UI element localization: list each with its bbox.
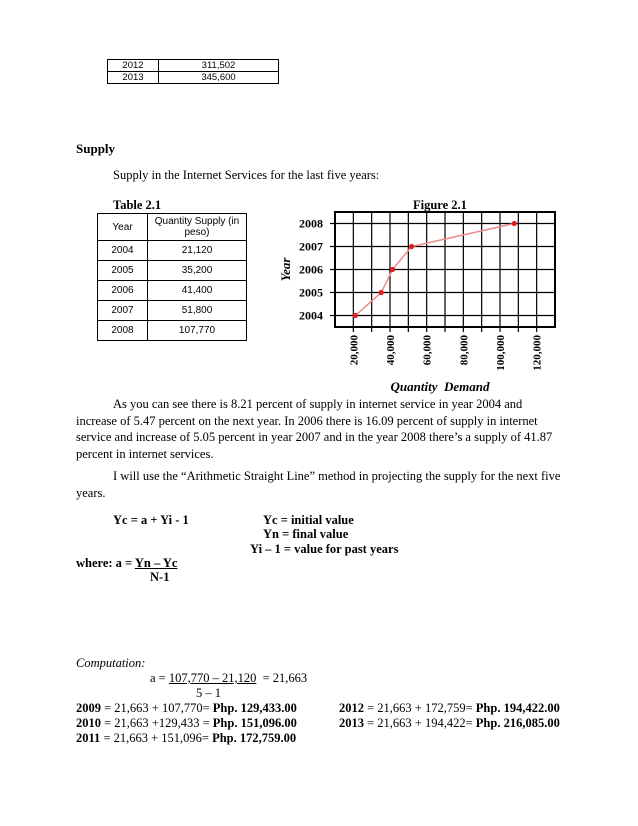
data-point (353, 313, 358, 318)
paragraph-2: I will use the “Arithmetic Straight Line” method in projecting the supply for the next five years. (76, 469, 561, 500)
header-year: Year (98, 214, 148, 241)
data-point (409, 244, 414, 249)
a-denominator: 5 – 1 (196, 686, 221, 700)
x-axis-title: Quantity Demand (390, 379, 490, 394)
computation-a-line (150, 671, 307, 686)
x-tick-label: 20,000 (348, 335, 361, 366)
formula-def-yc: Yc = initial value (263, 513, 354, 527)
paragraph-1: As you can see there is 8.21 percent of supply in internet service in year 2004 and increase of 5.47 percent on the next year. In 2006 there is 16.09 percent of supply in internet service and increase of 5.05 percent in year 2007 and in the year 2008 there’s a supply of 41.87 percent in internet services. (76, 397, 553, 461)
x-tick-label: 60,000 (421, 335, 434, 366)
y-tick-label: 2006 (299, 262, 323, 277)
table-cell: 2012 (108, 60, 159, 72)
table-row (98, 261, 247, 281)
x-tick-label: 80,000 (458, 335, 471, 366)
table-row (108, 60, 279, 72)
table-cell: 41,400 (148, 281, 247, 301)
table-cell: 2007 (98, 301, 148, 321)
data-point (512, 221, 517, 226)
table-cell: 2013 (108, 72, 159, 84)
table-cell: 311,502 (159, 60, 279, 72)
table-cell: 345,600 (159, 72, 279, 84)
table-cell: 35,200 (148, 261, 247, 281)
y-tick-label: 2008 (299, 216, 323, 231)
header-quantity: Quantity Supply (in peso) (148, 214, 247, 241)
table-cell: 2005 (98, 261, 148, 281)
table-row (108, 72, 279, 84)
a-prefix: a = (150, 671, 169, 685)
data-point (379, 290, 384, 295)
where-denominator: N-1 (150, 570, 170, 584)
table-cell: 51,800 (148, 301, 247, 321)
section-title: Supply (76, 141, 116, 156)
figure-caption: Figure 2.1 (413, 198, 467, 212)
table-row (98, 301, 247, 321)
table-caption: Table 2.1 (113, 198, 162, 212)
formula-def-yn: Yn = final value (263, 527, 349, 541)
projection-list-right (339, 701, 560, 731)
table-row (98, 281, 247, 301)
x-tick-label: 120,000 (531, 335, 544, 371)
table-2-1 (97, 213, 247, 341)
projection-list-left (76, 701, 297, 746)
y-axis-title: Year (278, 257, 293, 282)
projection-line: 2011 = 21,663 + 151,096= Php. 172,759.00 (76, 731, 297, 745)
projection-line: 2013 = 21,663 + 194,422= Php. 216,085.00 (339, 716, 560, 730)
y-tick-label: 2004 (299, 308, 323, 323)
projection-line: 2012 = 21,663 + 172,759= Php. 194,422.00 (339, 701, 560, 715)
table-cell: 2004 (98, 241, 148, 261)
table-cell: 107,770 (148, 321, 247, 341)
table-cell: 21,120 (148, 241, 247, 261)
intro-text: Supply in the Internet Services for the last five years: (113, 168, 380, 182)
data-point (390, 267, 395, 272)
table-cell: 2006 (98, 281, 148, 301)
computation-label: Computation: (76, 656, 146, 670)
y-tick-label: 2005 (299, 285, 323, 300)
where-label: where: a = (76, 556, 135, 570)
x-tick-label: 100,000 (495, 335, 507, 371)
table-row (98, 321, 247, 341)
projection-line: 2009 = 21,663 + 107,770= Php. 129,433.00 (76, 701, 297, 715)
formula-main: Yc = a + Yi - 1 (113, 513, 189, 527)
table-row (98, 241, 247, 261)
table-header-row (98, 214, 247, 241)
y-tick-label: 2007 (299, 239, 323, 254)
projection-line: 2010 = 21,663 +129,433 = Php. 151,096.00 (76, 716, 297, 730)
a-result: = 21,663 (256, 671, 308, 685)
x-tick-label: 40,000 (385, 335, 397, 366)
table-cell: 2008 (98, 321, 148, 341)
a-numerator: 107,770 – 21,120 (168, 671, 257, 685)
where-line (76, 556, 177, 571)
formula-def-yi: Yi – 1 = value for past years (250, 542, 399, 556)
top-table (107, 59, 279, 84)
where-numerator: Yn – Yc (134, 556, 178, 570)
figure-2-1-chart (270, 205, 570, 395)
